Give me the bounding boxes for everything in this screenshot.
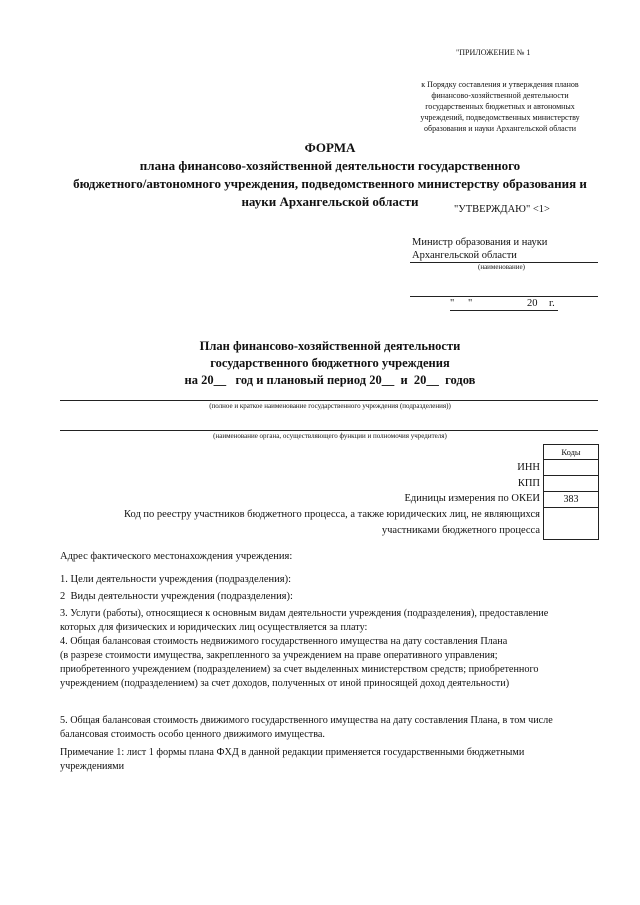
realestate-line: приобретенного учреждением (подразделением) за счет выделенных министерством средств; приобретенного [60, 664, 539, 675]
institution-name-line [60, 400, 598, 401]
date-quote-open: " [450, 298, 455, 309]
founder-name-line [60, 430, 598, 431]
appendix-line: финансово-хозяйственной деятельности [431, 91, 569, 100]
approval-date-underline [450, 310, 558, 311]
institution-name-caption: (полное и краткое наименование государственного учреждения (подразделения)) [209, 402, 451, 410]
services-section [60, 607, 600, 635]
approval-official-line1: Министр образования и науки [412, 237, 548, 248]
date-year: 20 [527, 298, 538, 309]
plan-title-line: государственного бюджетного учреждения [210, 356, 450, 370]
okei-label: Единицы измерения по ОКЕИ [404, 493, 540, 504]
activities-section: 2 Виды деятельности учреждения (подразделения): [60, 591, 293, 602]
appendix-line: учреждений, подведомственных министерству [420, 113, 580, 122]
registry-label [60, 508, 540, 538]
codes-header: Коды [544, 445, 599, 460]
realestate-line: (в разрезе стоимости имущества, закрепленного за учреждением на праве оперативного управления; [60, 650, 498, 661]
okei-code-cell: 383 [544, 492, 599, 508]
note-line: Примечание 1: лист 1 формы плана ФХД в данной редакции применяется государственными бюджетными [60, 747, 525, 758]
registry-label-line: Код по реестру участников бюджетного процесса, а также юридических лиц, не являющихся [124, 509, 540, 520]
kpp-code-cell [544, 476, 599, 492]
appendix-line: образования и науки Архангельской области [424, 124, 576, 133]
registry-label-line: участниками бюджетного процесса [381, 525, 540, 536]
appendix-reference [400, 79, 600, 134]
appendix-line: к Порядку составления и утверждения планов [421, 80, 579, 89]
address-section: Адрес фактического местонахождения учреждения: [60, 551, 293, 562]
plan-title [60, 338, 600, 389]
inn-label: ИНН [517, 462, 540, 473]
approval-date [450, 297, 570, 311]
form-title: ФОРМА [304, 140, 356, 155]
codes-table [543, 444, 599, 540]
form-header [60, 139, 600, 211]
realestate-line: 4. Общая балансовая стоимость недвижимого государственного имущества на дату составления Плана [60, 636, 508, 647]
realestate-line: учреждением (подразделением) за счет доходов, полученных от иной приносящей доход деятельности) [60, 678, 510, 689]
movable-line: 5. Общая балансовая стоимость движимого государственного имущества на дату составления Плана, в том числе [60, 715, 553, 726]
founder-name-caption: (наименование органа, осуществляющего функции и полномочия учредителя) [213, 432, 447, 440]
goals-section: 1. Цели деятельности учреждения (подразделения): [60, 574, 292, 585]
plan-title-line: на 20__ год и плановый период 20__ и 20__ годов [184, 373, 476, 387]
services-line: которых для физических и юридических лиц осуществляется за плату: [60, 622, 368, 633]
movable-line: балансовая стоимость особо ценного движимого имущества. [60, 729, 325, 740]
realestate-section [60, 635, 600, 691]
date-suffix: г. [549, 298, 555, 309]
movable-section [60, 714, 600, 742]
form-subtitle-line: науки Архангельской области [241, 194, 419, 209]
kpp-label: КПП [517, 478, 540, 489]
note-section [60, 746, 600, 774]
form-subtitle-line: плана финансово-хозяйственной деятельности государственного [139, 158, 521, 173]
approval-label: "УТВЕРЖДАЮ" <1> [454, 204, 550, 215]
appendix-line: государственных бюджетных и автономных [425, 102, 575, 111]
plan-title-line: План финансово-хозяйственной деятельности [199, 339, 461, 353]
services-line: 3. Услуги (работы), относящиеся к основным видам деятельности учреждения (подразделения), предоставление [60, 608, 549, 619]
note-line: учреждениями [60, 761, 125, 772]
inn-code-cell [544, 460, 599, 476]
registry-code-cell [544, 508, 599, 540]
form-subtitle-line: бюджетного/автономного учреждения, подведомственного министерству образования и [73, 176, 587, 191]
appendix-title: "ПРИЛОЖЕНИЕ № 1 [456, 48, 531, 57]
approval-name-caption: (наименование) [478, 263, 525, 271]
date-quote-close: " [468, 298, 473, 309]
approval-official-line2: Архангельской области [412, 250, 517, 261]
